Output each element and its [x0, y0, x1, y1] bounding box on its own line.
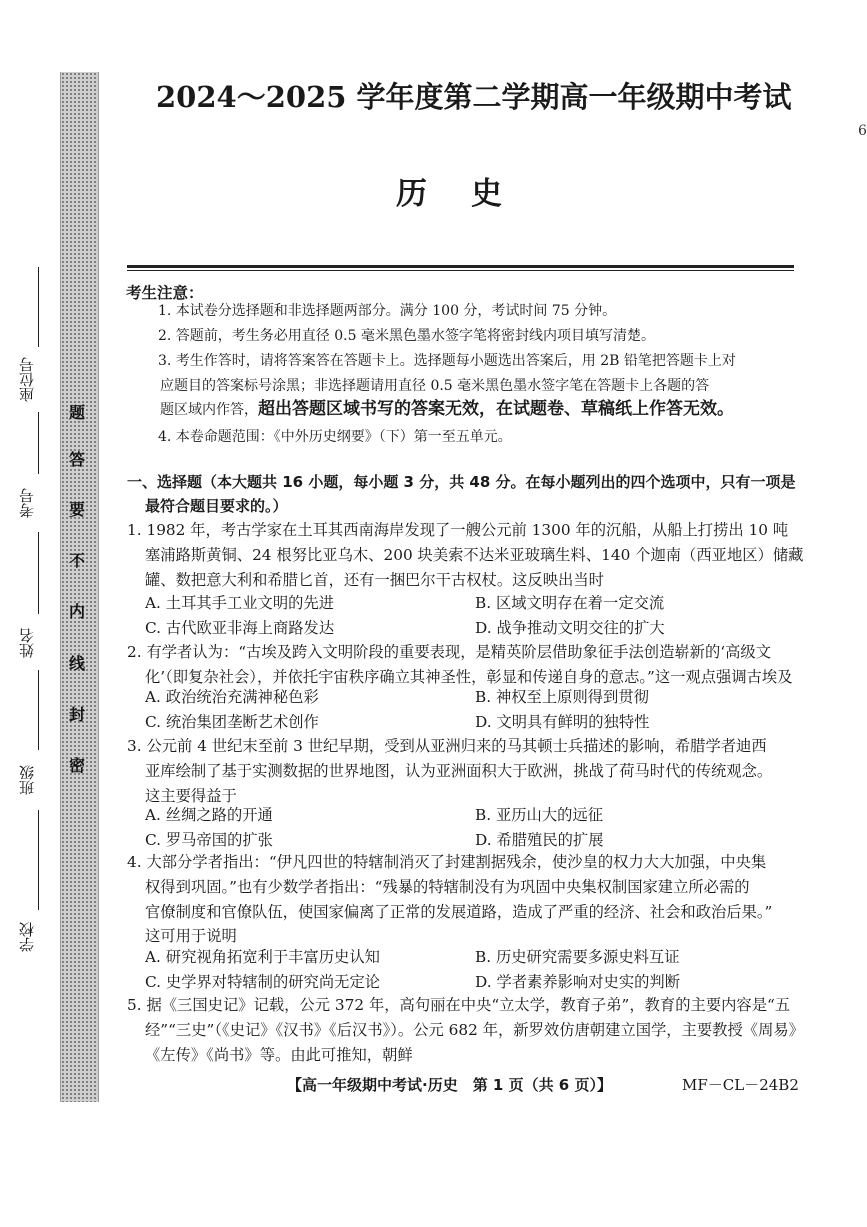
option-a: A. 政治统治充满神秘色彩 — [145, 688, 319, 706]
binding-strip — [60, 72, 99, 1102]
option-b: B. 神权至上原则得到贯彻 — [475, 688, 649, 706]
seat-number-field-line[interactable] — [38, 267, 39, 347]
option-c: C. 统治集团垄断艺术创作 — [145, 712, 319, 731]
class-label: 班级 — [18, 765, 36, 795]
question-line: 塞浦路斯黄铜、24 根努比亚乌木、200 块美索不达米亚玻璃生料、140 个迦南（西亚地区）储藏 — [145, 545, 804, 564]
notice-item-4: 4. 本卷命题范围：《中外历史纲要》（下）第一至五单元。 — [158, 429, 512, 445]
option-c: C. 古代欧亚非海上商路发达 — [145, 618, 335, 637]
option-b: B. 亚历山大的远征 — [475, 806, 604, 824]
option-b: B. 历史研究需要多源史料互证 — [475, 948, 680, 966]
notice-item-1: 1. 本试卷分选择题和非选择题两部分。满分 100 分，考试时间 75 分钟。 — [158, 303, 617, 319]
question-line: 这主要得益于 — [145, 786, 237, 805]
question-2 — [127, 640, 813, 690]
seal-char: 要 — [68, 500, 85, 519]
seal-char: 封 — [68, 705, 85, 724]
notice-item-3-prefix: 题区域内作答， — [160, 402, 258, 418]
question-line: 1. 1982 年，考古学家在土耳其西南海岸发现了一艘公元前 1300 年的沉船，从船上打捞出 10 吨 — [127, 521, 789, 539]
seal-char: 不 — [68, 551, 85, 570]
school-field-line[interactable] — [38, 810, 39, 910]
question-line: 化’（即复杂社会），并依托宇宙秩序确立其神圣性，彰显和传递自身的意志。”这一观点强调古埃及 — [145, 667, 793, 686]
margin-mark: 6 — [858, 123, 867, 139]
seal-char: 线 — [68, 654, 85, 673]
notice-item-3-line3 — [160, 397, 800, 423]
question-line: 罐、数把意大利和希腊匕首，还有一捆巴尔干古权杖。这反映出当时 — [145, 570, 604, 589]
school-label: 学校 — [18, 922, 36, 952]
exam-number-field-line[interactable] — [38, 412, 39, 474]
question-line: 3. 公元前 4 世纪末至前 3 世纪早期，受到从亚洲归来的马其顿士兵描述的影响，希腊学者迪西 — [127, 737, 767, 755]
question-3-options — [145, 803, 805, 852]
name-field-line[interactable] — [38, 532, 39, 614]
option-a: A. 研究视角拓宽利于丰富历史认知 — [145, 948, 380, 966]
header-rule-thick — [127, 265, 794, 268]
question-1-options — [145, 591, 805, 640]
seat-number-label: 座位号 — [18, 357, 36, 403]
option-c: C. 史学界对特辖制的研究尚无定论 — [145, 972, 381, 991]
question-line: 5. 据《三国史记》记载，公元 372 年，高句丽在中央“立太学，教育子弟”，教育的主要内容是“五 — [127, 996, 791, 1014]
name-label: 姓名 — [18, 628, 36, 658]
seal-char: 内 — [68, 602, 85, 621]
question-line: 权得到巩固。”也有少数学者指出：“残暴的特辖制没有为巩固中央集权制国家建立所必需的 — [145, 877, 750, 896]
page-footer: 【高一年级期中考试·历史 第 1 页（共 6 页）】 — [287, 1076, 612, 1094]
option-b: B. 区域文明存在着一定交流 — [475, 594, 665, 612]
exam-number-label: 考号 — [18, 488, 36, 518]
seal-char: 密 — [68, 756, 85, 775]
seal-char: 题 — [68, 403, 85, 422]
section-heading — [127, 470, 807, 518]
option-d: D. 文明具有鲜明的独特性 — [475, 712, 650, 731]
question-line: 这可用于说明 — [145, 927, 237, 946]
notice-item-3: 3. 考生作答时，请将答案答在答题卡上。选择题每小题选出答案后，用 2B 铅笔把答题卡上对 — [158, 353, 736, 369]
notice-item-2: 2. 答题前，考生务必用直径 0.5 毫米黑色墨水签字笔将密封线内项目填写清楚。 — [158, 328, 655, 344]
paper-code: MF－CL－24B2 — [682, 1076, 799, 1094]
question-3 — [127, 734, 813, 808]
notice-emphasis: 超出答题区域书写的答案无效，在试题卷、草稿纸上作答无效。 — [258, 399, 734, 419]
option-c: C. 罗马帝国的扩张 — [145, 830, 273, 849]
option-a: A. 丝绸之路的开通 — [145, 806, 273, 824]
section-heading-line: 最符合题目要求的。） — [145, 497, 288, 515]
question-4-options — [145, 945, 805, 994]
option-a: A. 土耳其手工业文明的先进 — [145, 594, 335, 612]
question-line: 《左传》《尚书》等。由此可推知，朝鲜 — [145, 1045, 413, 1064]
section-heading-line: 一、选择题（本大题共 16 小题，每小题 3 分，共 48 分。在每小题列出的四个选项中，只有一项是 — [127, 473, 796, 491]
subject-title: 历史 — [396, 176, 546, 212]
question-5 — [127, 993, 813, 1067]
question-line: 2. 有学者认为：“古埃及跨入文明阶段的重要表现，是精英阶层借助象征手法创造崭新的‘高级文 — [127, 643, 772, 661]
question-line: 亚库绘制了基于实测数据的世界地图，认为亚洲面积大于欧洲，挑战了荷马时代的传统观念。 — [145, 761, 773, 780]
question-line: 官僚制度和官僚队伍，使国家偏离了正常的发展道路，造成了严重的经济、社会和政治后果。” — [145, 902, 773, 921]
seal-char: 答 — [68, 450, 85, 469]
option-d: D. 战争推动文明交往的扩大 — [475, 618, 665, 637]
question-2-options — [145, 685, 805, 734]
question-1 — [127, 518, 813, 592]
question-line: 经”“三史”（《史记》《汉书》《后汉书》）。公元 682 年，新罗效仿唐朝建立国学，主要教授《周易》 — [145, 1020, 804, 1039]
exam-title: 2024～2025 学年度第二学期高一年级期中考试 — [156, 80, 792, 114]
notice-item-3-line2: 应题目的答案标号涂黑；非选择题请用直径 0.5 毫米黑色墨水签字笔在答题卡上各题的答 — [160, 378, 710, 394]
header-rule-thin — [127, 270, 794, 271]
question-line: 4. 大部分学者指出：“伊凡四世的特辖制消灭了封建割据残余，使沙皇的权力大大加强，中央集 — [127, 853, 767, 871]
notice-title: 考生注意： — [126, 284, 204, 302]
option-d: D. 学者素养影响对史实的判断 — [475, 972, 681, 991]
question-4 — [127, 850, 813, 949]
class-field-line[interactable] — [38, 670, 39, 750]
option-d: D. 希腊殖民的扩展 — [475, 830, 604, 849]
